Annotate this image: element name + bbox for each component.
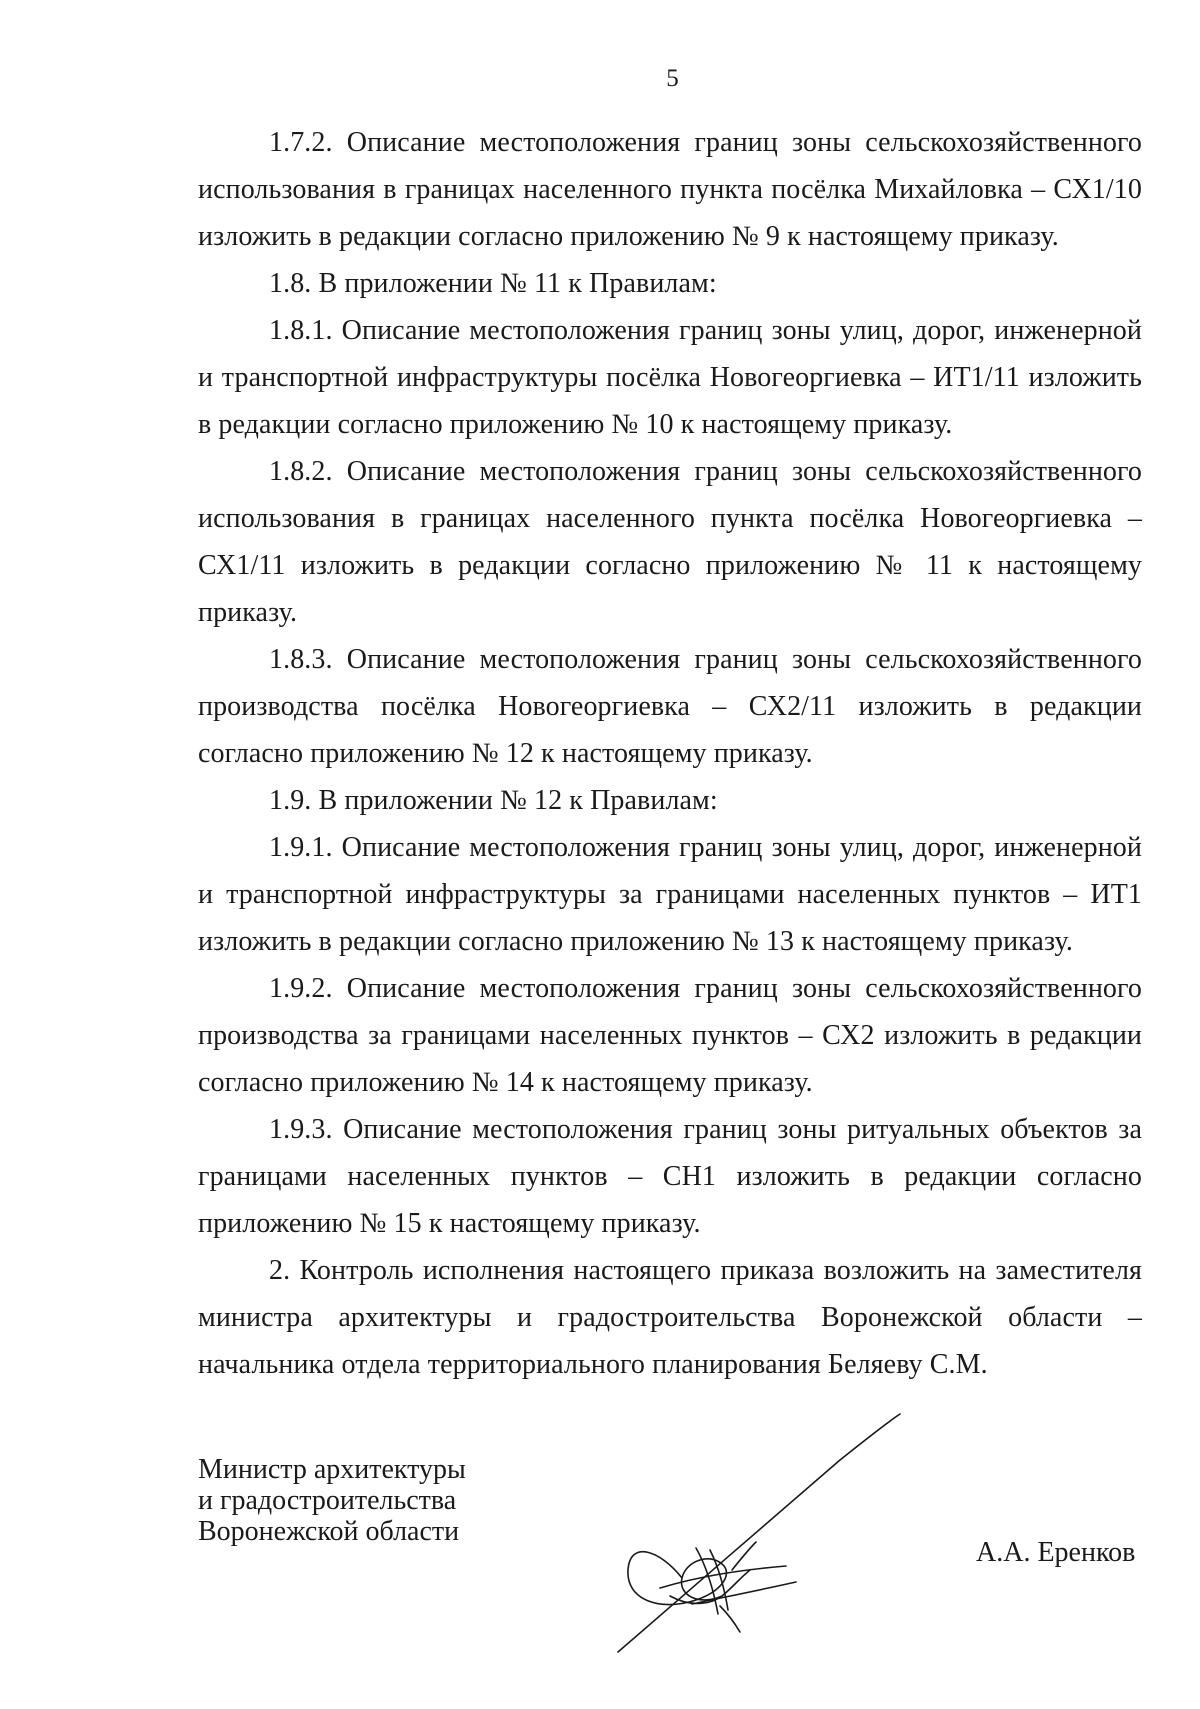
signatory-name: А.А. Еренков: [976, 1537, 1136, 1568]
signatory-title-line-3: Воронежской области: [198, 1516, 460, 1547]
paragraph-1-9-2: 1.9.2. Описание местоположения границ зоны сельскохозяйственного производства за границами населенных пунктов – СХ2 изложить в редакции согласно приложению № 14 к настоящему приказу.: [198, 973, 1142, 1098]
signatory-title-line-1: Министр архитектуры: [198, 1454, 466, 1485]
paragraph-1-9-1: 1.9.1. Описание местоположения границ зоны улиц, дорог, инженерной и транспортной инфраструктуры за границами населенных пунктов – ИТ1 изложить в редакции согласно приложению № 13 к настоящему приказу.: [198, 832, 1142, 957]
paragraph-1-8-1: 1.8.1. Описание местоположения границ зоны улиц, дорог, инженерной и транспортной инфраструктуры посёлка Новогеоргиевка – ИТ1/11 изложить в редакции согласно приложению № 10 к настоящему приказу.: [198, 315, 1142, 440]
document-body: [198, 119, 1142, 1388]
paragraph-1-9: 1.9. В приложении № 12 к Правилам:: [269, 785, 718, 816]
paragraph-1-7-2: 1.7.2. Описание местоположения границ зоны сельскохозяйственного использования в границах населенного пункта посёлка Михайловка – СХ1/10 изложить в редакции согласно приложению № 9 к настоящему приказу.: [198, 127, 1142, 252]
signatory-title-line-2: и градостроительства: [198, 1485, 457, 1516]
handwritten-signature-icon: [600, 1400, 930, 1660]
paragraph-1-8-3: 1.8.3. Описание местоположения границ зоны сельскохозяйственного производства посёлка Новогеоргиевка – СХ2/11 изложить в редакции согласно приложению № 12 к настоящему приказу.: [198, 644, 1142, 769]
paragraph-1-8: 1.8. В приложении № 11 к Правилам:: [269, 268, 717, 299]
paragraph-2: 2. Контроль исполнения настоящего приказа возложить на заместителя министра архитектуры и градостроительства Воронежской области – начальника отдела территориального планирования Беляеву С.М.: [198, 1255, 1142, 1380]
paragraph-1-9-3: 1.9.3. Описание местоположения границ зоны ритуальных объектов за границами населенных пунктов – СН1 изложить в редакции согласно приложению № 15 к настоящему приказу.: [198, 1114, 1142, 1239]
page-number: 5: [666, 65, 679, 92]
paragraph-1-8-2: 1.8.2. Описание местоположения границ зоны сельскохозяйственного использования в границах населенного пункта посёлка Новогеоргиевка – СХ1/11 изложить в редакции согласно приложению № 11 к настоящему приказу.: [198, 456, 1142, 628]
signatory-title: [198, 1454, 466, 1547]
